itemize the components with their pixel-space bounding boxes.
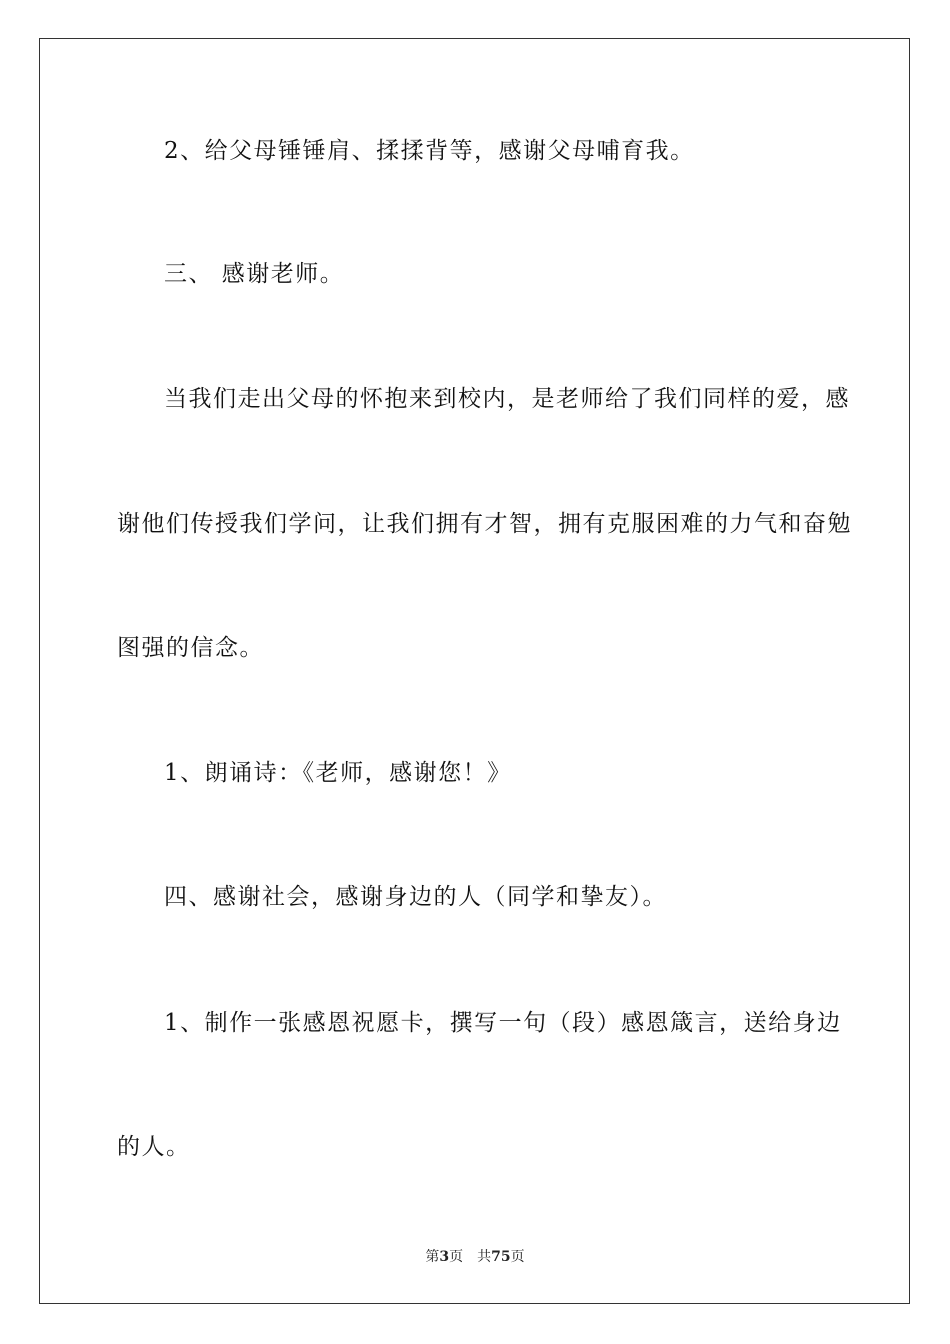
total-prefix: 共: [477, 1249, 492, 1265]
page-prefix: 第: [425, 1249, 440, 1265]
total-suffix: 页: [510, 1249, 525, 1265]
total-pages: 75: [491, 1249, 511, 1265]
page-suffix: 页: [449, 1249, 464, 1265]
page-border: [39, 38, 910, 1304]
paragraph-line: 当我们走出父母的怀抱来到校内，是老师给了我们同样的爱，感: [164, 386, 850, 412]
paragraph-line: 谢他们传授我们学问，让我们拥有才智，拥有克服困难的力气和奋勉: [117, 511, 852, 537]
page-footer: [0, 1248, 950, 1266]
paragraph-line: 2、给父母锤锤肩、揉揉背等，感谢父母哺育我。: [164, 138, 695, 164]
paragraph-line: 的人。: [117, 1134, 191, 1160]
paragraph-line: 1、朗诵诗：《老师，感谢您！》: [164, 760, 512, 786]
page-number: 3: [439, 1249, 450, 1265]
section-heading-thank-society: 四、感谢社会，感谢身边的人（同学和挚友）。: [164, 884, 667, 910]
paragraph-line: 1、制作一张感恩祝愿卡，撰写一句（段）感恩箴言，送给身边: [164, 1010, 842, 1036]
section-heading-thank-teachers: 三、 感谢老师。: [164, 261, 345, 287]
paragraph-line: 图强的信念。: [117, 635, 264, 661]
